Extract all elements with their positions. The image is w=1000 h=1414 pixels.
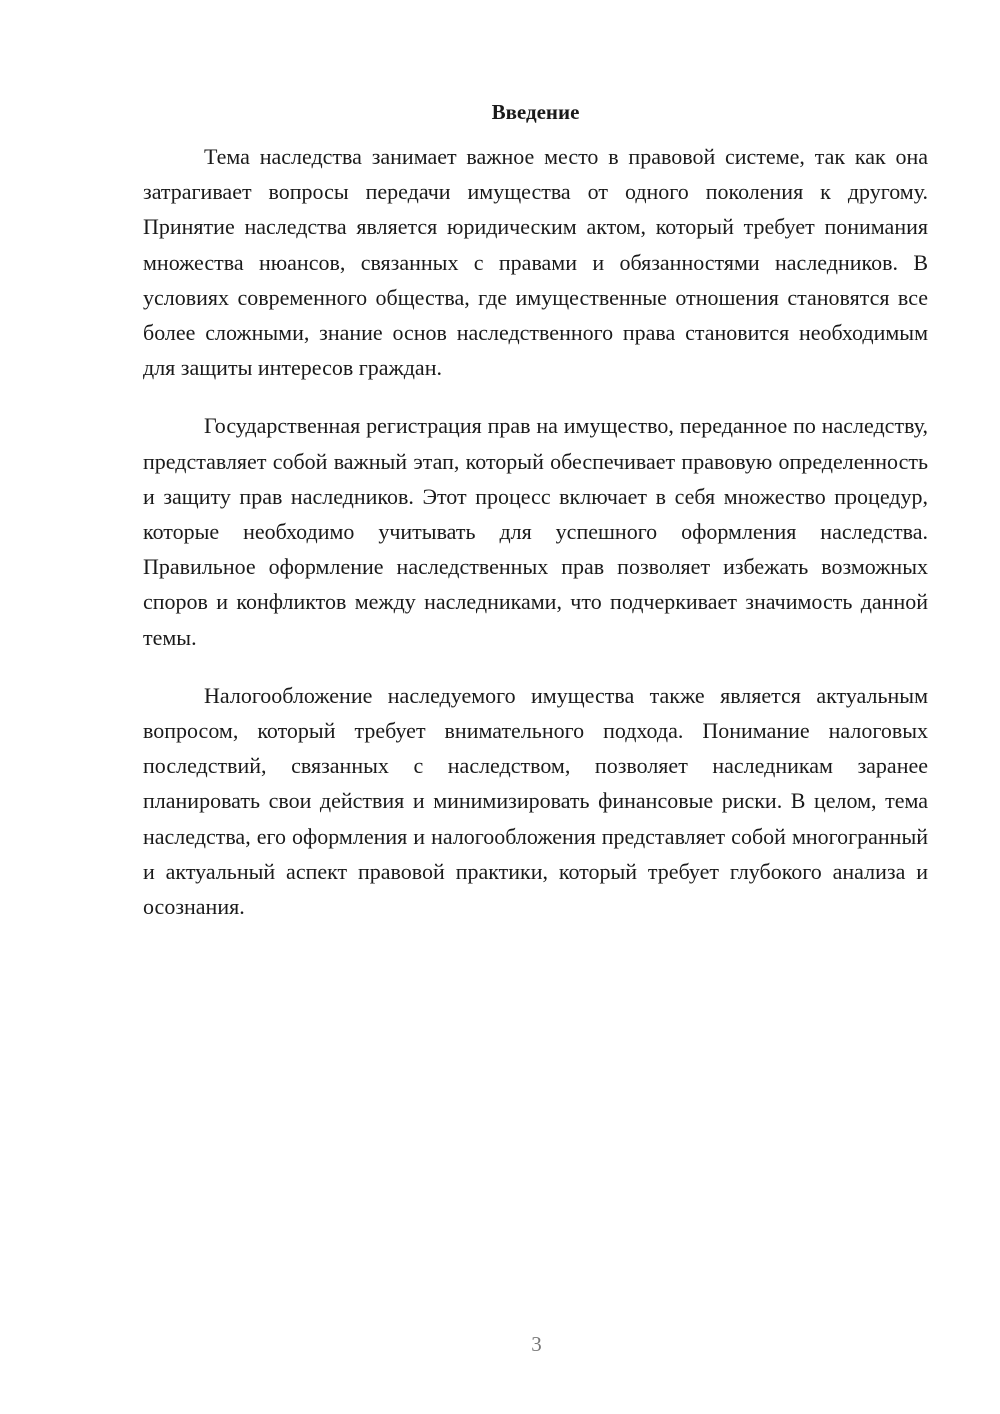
paragraph-2: Государственная регистрация прав на имущество, переданное по наследству, представляет собой важный этап, который обеспечивает правовую определенность и защиту прав наследников. Этот процесс включает в себя множество процедур, которые необходимо учитывать для успешного оформления наследства. Правильное оформление наследственных прав позволяет избежать возможных споров и конфликтов между наследниками, что подчеркивает значимость данной темы. bbox=[143, 413, 928, 650]
paragraph-3: Налогообложение наследуемого имущества также является актуальным вопросом, который требует внимательного подхода. Понимание налоговых последствий, связанных с наследством, позволяет наследникам заранее планировать свои действия и минимизировать финансовые риски. В целом, тема наследства, его оформления и налогообложения представляет собой многогранный и актуальный аспект правовой практики, который требует глубокого анализа и осознания. bbox=[143, 682, 928, 920]
page-number: 3 bbox=[531, 1332, 542, 1356]
section-heading: Введение bbox=[491, 100, 580, 124]
page-content bbox=[143, 97, 928, 924]
paragraph-1: Тема наследства занимает важное место в правовой системе, так как она затрагивает вопросы передачи имущества от одного поколения к другому. Принятие наследства является юридическим актом, который требует понимания множества нюансов, связанных с правами и обязанностями наследников. В условиях современного общества, где имущественные отношения становятся все более сложными, знание основ наследственного права становится необходимым для защиты интересов граждан. bbox=[143, 144, 928, 381]
